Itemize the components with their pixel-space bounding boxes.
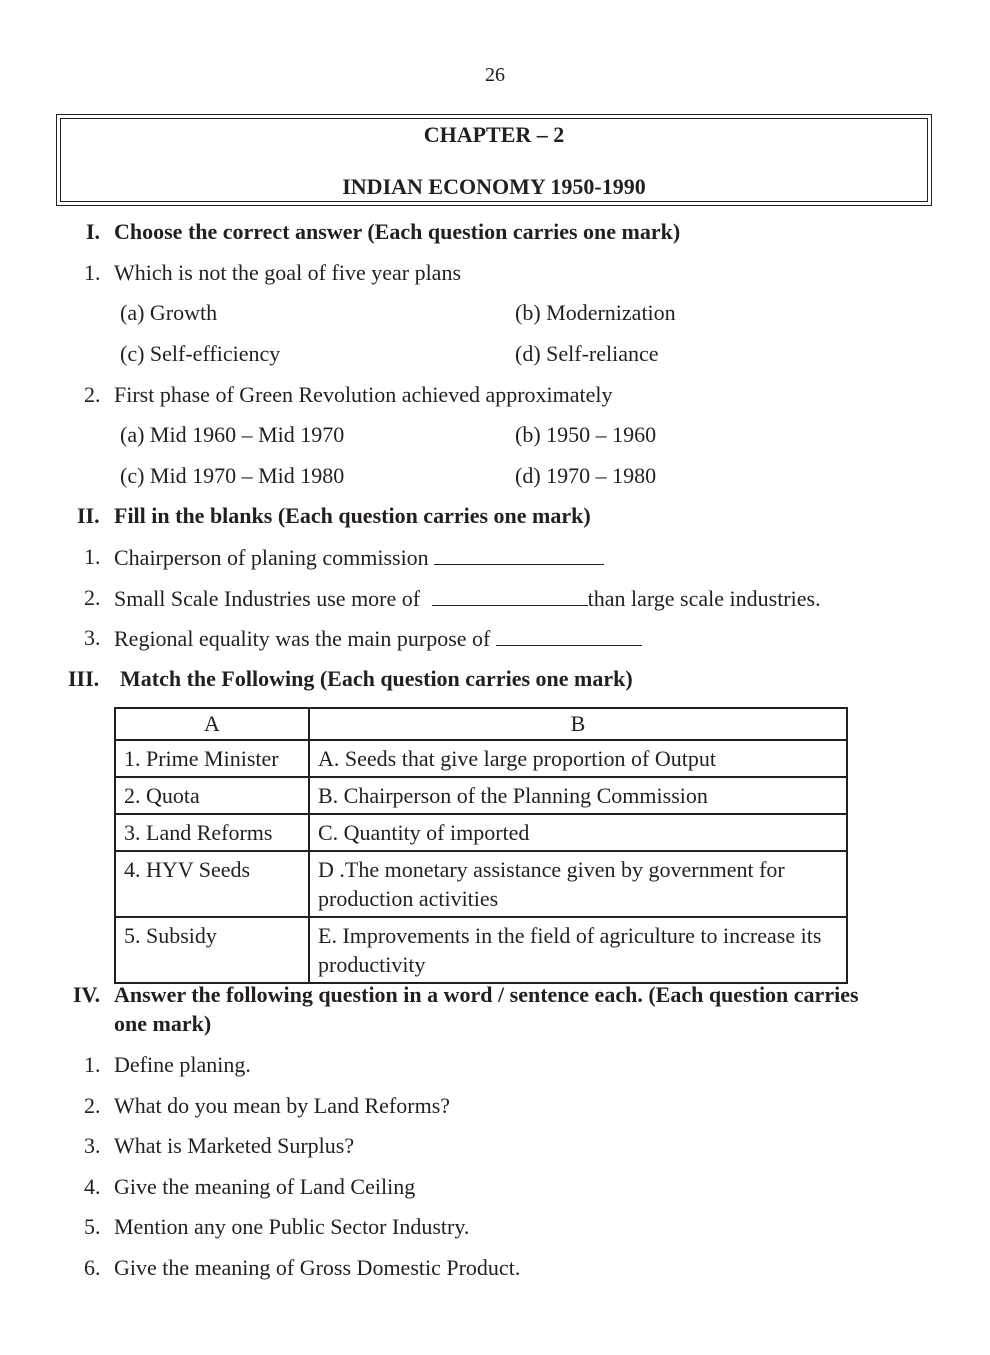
question-number: 2. [84,382,101,407]
cell-a: 5. Subsidy [115,917,309,983]
question-number: 5. [84,1214,101,1239]
question-number: 1. [84,260,101,285]
blank-text: Chairperson of planing commission [114,545,435,570]
option-b: (b) Modernization [515,300,676,325]
question-text: Give the meaning of Land Ceiling [114,1174,416,1199]
question-text: Which is not the goal of five year plans [114,260,462,285]
question-text: What do you mean by Land Reforms? [114,1093,451,1118]
blank-number: 2. [84,585,101,610]
table-row [115,917,847,983]
column-header-a: A [115,708,309,740]
cell-b: B. Chairperson of the Planning Commission [309,777,847,814]
option-d: (d) 1970 – 1980 [515,463,657,488]
cell-a: 4. HYV Seeds [115,851,309,917]
column-header-b: B [309,708,847,740]
fill-blank-item [114,625,642,652]
blank-text: Small Scale Industries use more of [114,586,426,611]
question-number: 6. [84,1255,101,1280]
question-number: 4. [84,1174,101,1199]
fill-blank-item [114,544,604,571]
question-number: 3. [84,1133,101,1158]
chapter-title: INDIAN ECONOMY 1950-1990 [342,174,646,199]
question-text: Mention any one Public Sector Industry. [114,1214,470,1239]
table-row [115,814,847,851]
section-3-heading: Match the Following (Each question carries one mark) [120,666,633,691]
answer-blank [432,585,588,606]
question-number: 1. [84,1052,101,1077]
option-a: (a) Mid 1960 – Mid 1970 [120,422,345,447]
section-1-heading: Choose the correct answer (Each question carries one mark) [114,219,681,244]
page-number: 26 [485,64,505,86]
cell-b: D .The monetary assistance given by government for production activities [309,851,847,917]
section-4-heading-line1: Answer the following question in a word / sentence each. (Each question carries [114,982,859,1007]
blank-text: Regional equality was the main purpose of [114,626,496,651]
option-a: (a) Growth [120,300,218,325]
option-c: (c) Mid 1970 – Mid 1980 [120,463,345,488]
blank-number: 1. [84,544,101,569]
table-row [115,740,847,777]
option-b: (b) 1950 – 1960 [515,422,657,447]
section-4-roman: IV. [73,982,101,1007]
question-text: Give the meaning of Gross Domestic Product. [114,1255,521,1280]
fill-blank-item [114,585,821,612]
question-text: First phase of Green Revolution achieved approximately [114,382,613,407]
cell-b: A. Seeds that give large proportion of Output [309,740,847,777]
chapter-label: CHAPTER – 2 [423,122,565,147]
answer-blank [496,625,642,646]
section-1-roman: I. [86,219,101,244]
cell-a: 3. Land Reforms [115,814,309,851]
table-header-row [115,708,847,740]
answer-blank [434,544,604,565]
table-row [115,851,847,917]
cell-a: 2. Quota [115,777,309,814]
cell-b: C. Quantity of imported [309,814,847,851]
match-table [114,707,848,984]
question-number: 2. [84,1093,101,1118]
cell-b: E. Improvements in the field of agriculture to increase its productivity [309,917,847,983]
option-d: (d) Self-reliance [515,341,659,366]
blank-number: 3. [84,625,101,650]
section-2-roman: II. [77,503,100,528]
question-text: What is Marketed Surplus? [114,1133,355,1158]
question-text: Define planing. [114,1052,251,1077]
section-3-roman: III. [68,666,100,691]
blank-text-after: than large scale industries. [587,586,821,611]
cell-a: 1. Prime Minister [115,740,309,777]
section-2-heading: Fill in the blanks (Each question carries one mark) [114,503,591,528]
option-c: (c) Self-efficiency [120,341,281,366]
table-row [115,777,847,814]
section-4-heading-line2: one mark) [114,1011,212,1036]
